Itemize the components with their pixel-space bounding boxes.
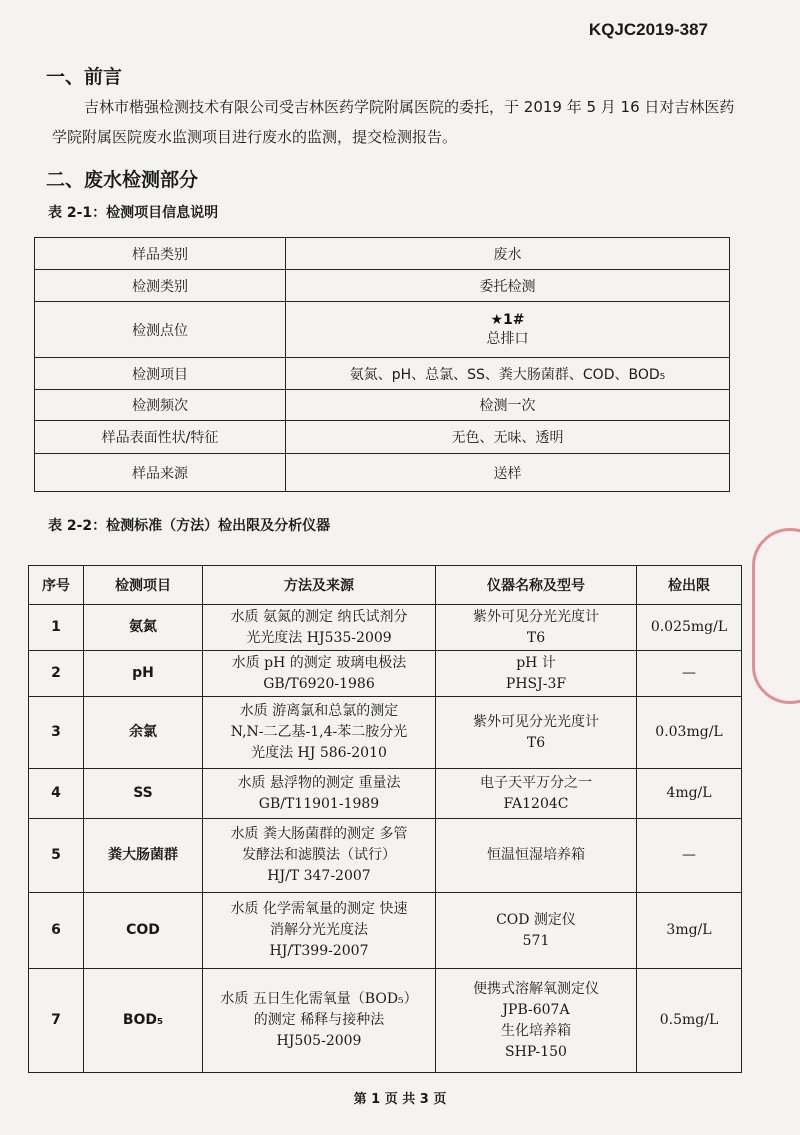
row-limit: — <box>637 651 742 697</box>
instrument-line: T6 <box>526 734 546 751</box>
instrument-line: JPB-607A <box>502 1001 570 1018</box>
table1-key: 样品来源 <box>35 454 286 492</box>
row-instrument <box>436 769 637 819</box>
method-line: 发酵法和滤膜法（试行） <box>242 847 396 863</box>
table2-row <box>29 819 742 893</box>
row-limit: 3mg/L <box>637 893 742 969</box>
instrument-line: FA1204C <box>503 795 569 812</box>
row-instrument <box>436 969 637 1073</box>
table1-value: 氨氮、pH、总氯、SS、粪大肠菌群、COD、BOD₅ <box>286 358 730 390</box>
row-instrument <box>436 893 637 969</box>
row-no: 5 <box>29 819 84 893</box>
row-no: 3 <box>29 697 84 769</box>
page-footer: 第 1 页 共 3 页 <box>353 1092 447 1107</box>
row-limit: 0.5mg/L <box>637 969 742 1073</box>
row-instrument <box>436 819 637 893</box>
method-line: 水质 五日生化需氧量（BOD₅） <box>220 991 418 1007</box>
method-line: 水质 游离氯和总氯的测定 <box>239 703 399 719</box>
table1-row <box>35 358 730 390</box>
row-instrument <box>436 605 637 651</box>
row-limit: 0.03mg/L <box>637 697 742 769</box>
method-line: 水质 pH 的测定 玻璃电极法 <box>231 654 407 671</box>
method-line: HJ/T 347-2007 <box>267 868 371 884</box>
instrument-line: COD 测定仪 <box>496 911 576 928</box>
header-instrument: 仪器名称及型号 <box>436 566 637 605</box>
row-method <box>203 697 436 769</box>
row-item: BOD₅ <box>84 969 203 1073</box>
sampling-point-name: 总排口 <box>486 330 529 347</box>
method-line: 消解分光光度法 <box>270 922 368 938</box>
section-1-title: 一、前言 <box>46 66 123 88</box>
table1-key: 检测类别 <box>35 270 286 302</box>
method-line: 的测定 稀释与接种法 <box>253 1012 385 1028</box>
table1-caption: 表 2-1：检测项目信息说明 <box>48 205 219 221</box>
method-line: GB/T11901-1989 <box>258 795 380 812</box>
row-method <box>203 769 436 819</box>
table2-row <box>29 969 742 1073</box>
table1-key: 检测项目 <box>35 358 286 390</box>
header-item: 检测项目 <box>84 566 203 605</box>
table2-row <box>29 605 742 651</box>
table1-value: 无色、无味、透明 <box>286 421 730 454</box>
table1-row <box>35 238 730 270</box>
instrument-line: 紫外可见分光光度计 <box>473 608 599 625</box>
method-line: 光光度法 HJ535-2009 <box>246 629 392 646</box>
method-line: 水质 化学需氧量的测定 快速 <box>230 901 408 917</box>
row-instrument <box>436 697 637 769</box>
section-1-text: 吉林市楷强检测技术有限公司受吉林医药学院附属医院的委托，于 2019 年 5 月 16 日对吉林医药学院附属医院废水监测项目进行废水的监测，提交检测报告。 <box>52 98 735 146</box>
instrument-line: 571 <box>522 932 550 949</box>
instrument-line: 便携式溶解氧测定仪 <box>473 980 599 997</box>
method-line: N,N-二乙基-1,4-苯二胺分光 <box>230 724 408 740</box>
table2-header-row <box>29 566 742 605</box>
table1-value: 送样 <box>286 454 730 492</box>
row-item: pH <box>84 651 203 697</box>
report-number: KQJC2019-387 <box>588 20 708 39</box>
table2-row <box>29 651 742 697</box>
row-instrument <box>436 651 637 697</box>
table1-key: 检测点位 <box>35 302 286 358</box>
table1-value: 检测一次 <box>286 390 730 421</box>
row-method <box>203 819 436 893</box>
instrument-line: SHP-150 <box>505 1043 567 1060</box>
instrument-line: PHSJ-3F <box>505 675 567 692</box>
table1-value: 废水 <box>286 238 730 270</box>
method-line: 光度法 HJ 586-2010 <box>251 745 387 761</box>
row-method <box>203 605 436 651</box>
row-no: 7 <box>29 969 84 1073</box>
row-method <box>203 651 436 697</box>
table1-row <box>35 421 730 454</box>
row-no: 1 <box>29 605 84 651</box>
row-item: 粪大肠菌群 <box>84 819 203 893</box>
row-limit: 4mg/L <box>637 769 742 819</box>
table1-row <box>35 302 730 358</box>
method-line: 水质 氨氮的测定 纳氏试剂分 <box>230 608 408 625</box>
table1-value: 委托检测 <box>286 270 730 302</box>
instrument-line: pH 计 <box>516 654 556 671</box>
instrument-line: T6 <box>526 629 546 646</box>
row-limit: 0.025mg/L <box>637 605 742 651</box>
table1-key: 检测频次 <box>35 390 286 421</box>
row-item: COD <box>84 893 203 969</box>
red-seal-stamp-partial <box>752 528 800 704</box>
row-no: 4 <box>29 769 84 819</box>
table1-row <box>35 454 730 492</box>
row-item: SS <box>84 769 203 819</box>
table2-caption: 表 2-2：检测标准（方法）检出限及分析仪器 <box>48 518 331 534</box>
table2-row <box>29 893 742 969</box>
header-limit: 检出限 <box>637 566 742 605</box>
table2-row <box>29 697 742 769</box>
method-line: HJ505-2009 <box>276 1033 362 1049</box>
table1-value <box>286 302 730 358</box>
sample-info-table <box>34 237 730 492</box>
instrument-line: 生化培养箱 <box>501 1022 571 1039</box>
row-item: 氨氮 <box>84 605 203 651</box>
method-line: 水质 悬浮物的测定 重量法 <box>237 774 401 791</box>
instrument-line: 电子天平万分之一 <box>480 774 592 791</box>
table2-row <box>29 769 742 819</box>
instrument-line: 紫外可见分光光度计 <box>473 713 599 730</box>
row-no: 2 <box>29 651 84 697</box>
method-line: GB/T6920-1986 <box>263 675 375 692</box>
table1-row <box>35 270 730 302</box>
method-line: 水质 粪大肠菌群的测定 多管 <box>230 826 408 842</box>
row-method <box>203 893 436 969</box>
section-2-title: 二、废水检测部分 <box>46 169 199 191</box>
sampling-point-star-label: ★1# <box>490 311 525 328</box>
table1-key: 样品类别 <box>35 238 286 270</box>
row-item: 余氯 <box>84 697 203 769</box>
table1-key: 样品表面性状/特征 <box>35 421 286 454</box>
row-no: 6 <box>29 893 84 969</box>
row-limit: — <box>637 819 742 893</box>
table1-row <box>35 390 730 421</box>
method-line: HJ/T399-2007 <box>269 943 369 959</box>
header-method: 方法及来源 <box>203 566 436 605</box>
row-method <box>203 969 436 1073</box>
instrument-line: 恒温恒湿培养箱 <box>487 847 585 863</box>
header-no: 序号 <box>29 566 84 605</box>
method-table <box>28 565 742 1073</box>
